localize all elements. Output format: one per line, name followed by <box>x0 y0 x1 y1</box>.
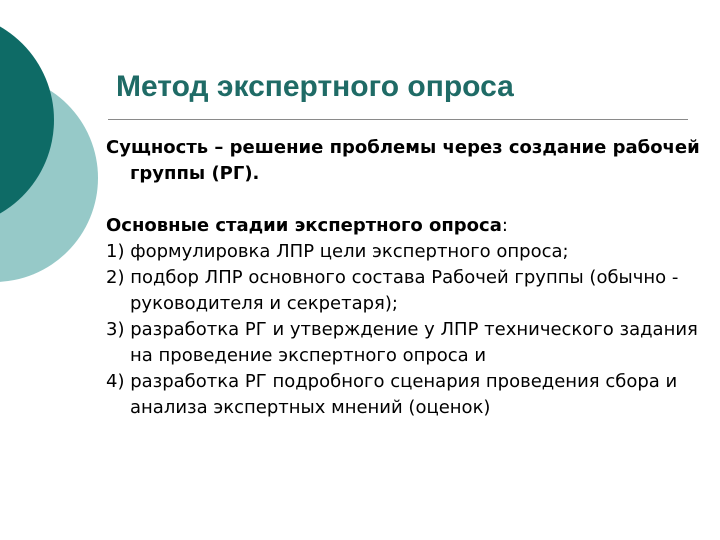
stage-item: 1) формулировка ЛПР цели экспертного опроса; <box>106 241 569 262</box>
stages-list <box>106 239 706 421</box>
stage-item: 2) подбор ЛПР основного состава Рабочей группы (обычно - руководителя и секретаря); <box>106 267 679 314</box>
slide-body <box>106 135 706 421</box>
decorative-circles <box>0 0 110 300</box>
stages-heading: Основные стадии экспертного опроса <box>106 215 502 236</box>
essence-statement: Сущность – решение проблемы через создание рабочей группы (РГ). <box>106 137 700 184</box>
stage-item: 4) разработка РГ подробного сценария проведения сбора и анализа экспертных мнений (оценок) <box>106 371 678 418</box>
stages-heading-colon: : <box>501 215 508 236</box>
stage-item: 3) разработка РГ и утверждение у ЛПР технического задания на проведение экспертного опроса и <box>106 319 698 366</box>
title-divider <box>108 119 688 120</box>
stages-heading-line <box>106 213 706 239</box>
slide-title: Метод экспертного опроса <box>116 70 514 103</box>
